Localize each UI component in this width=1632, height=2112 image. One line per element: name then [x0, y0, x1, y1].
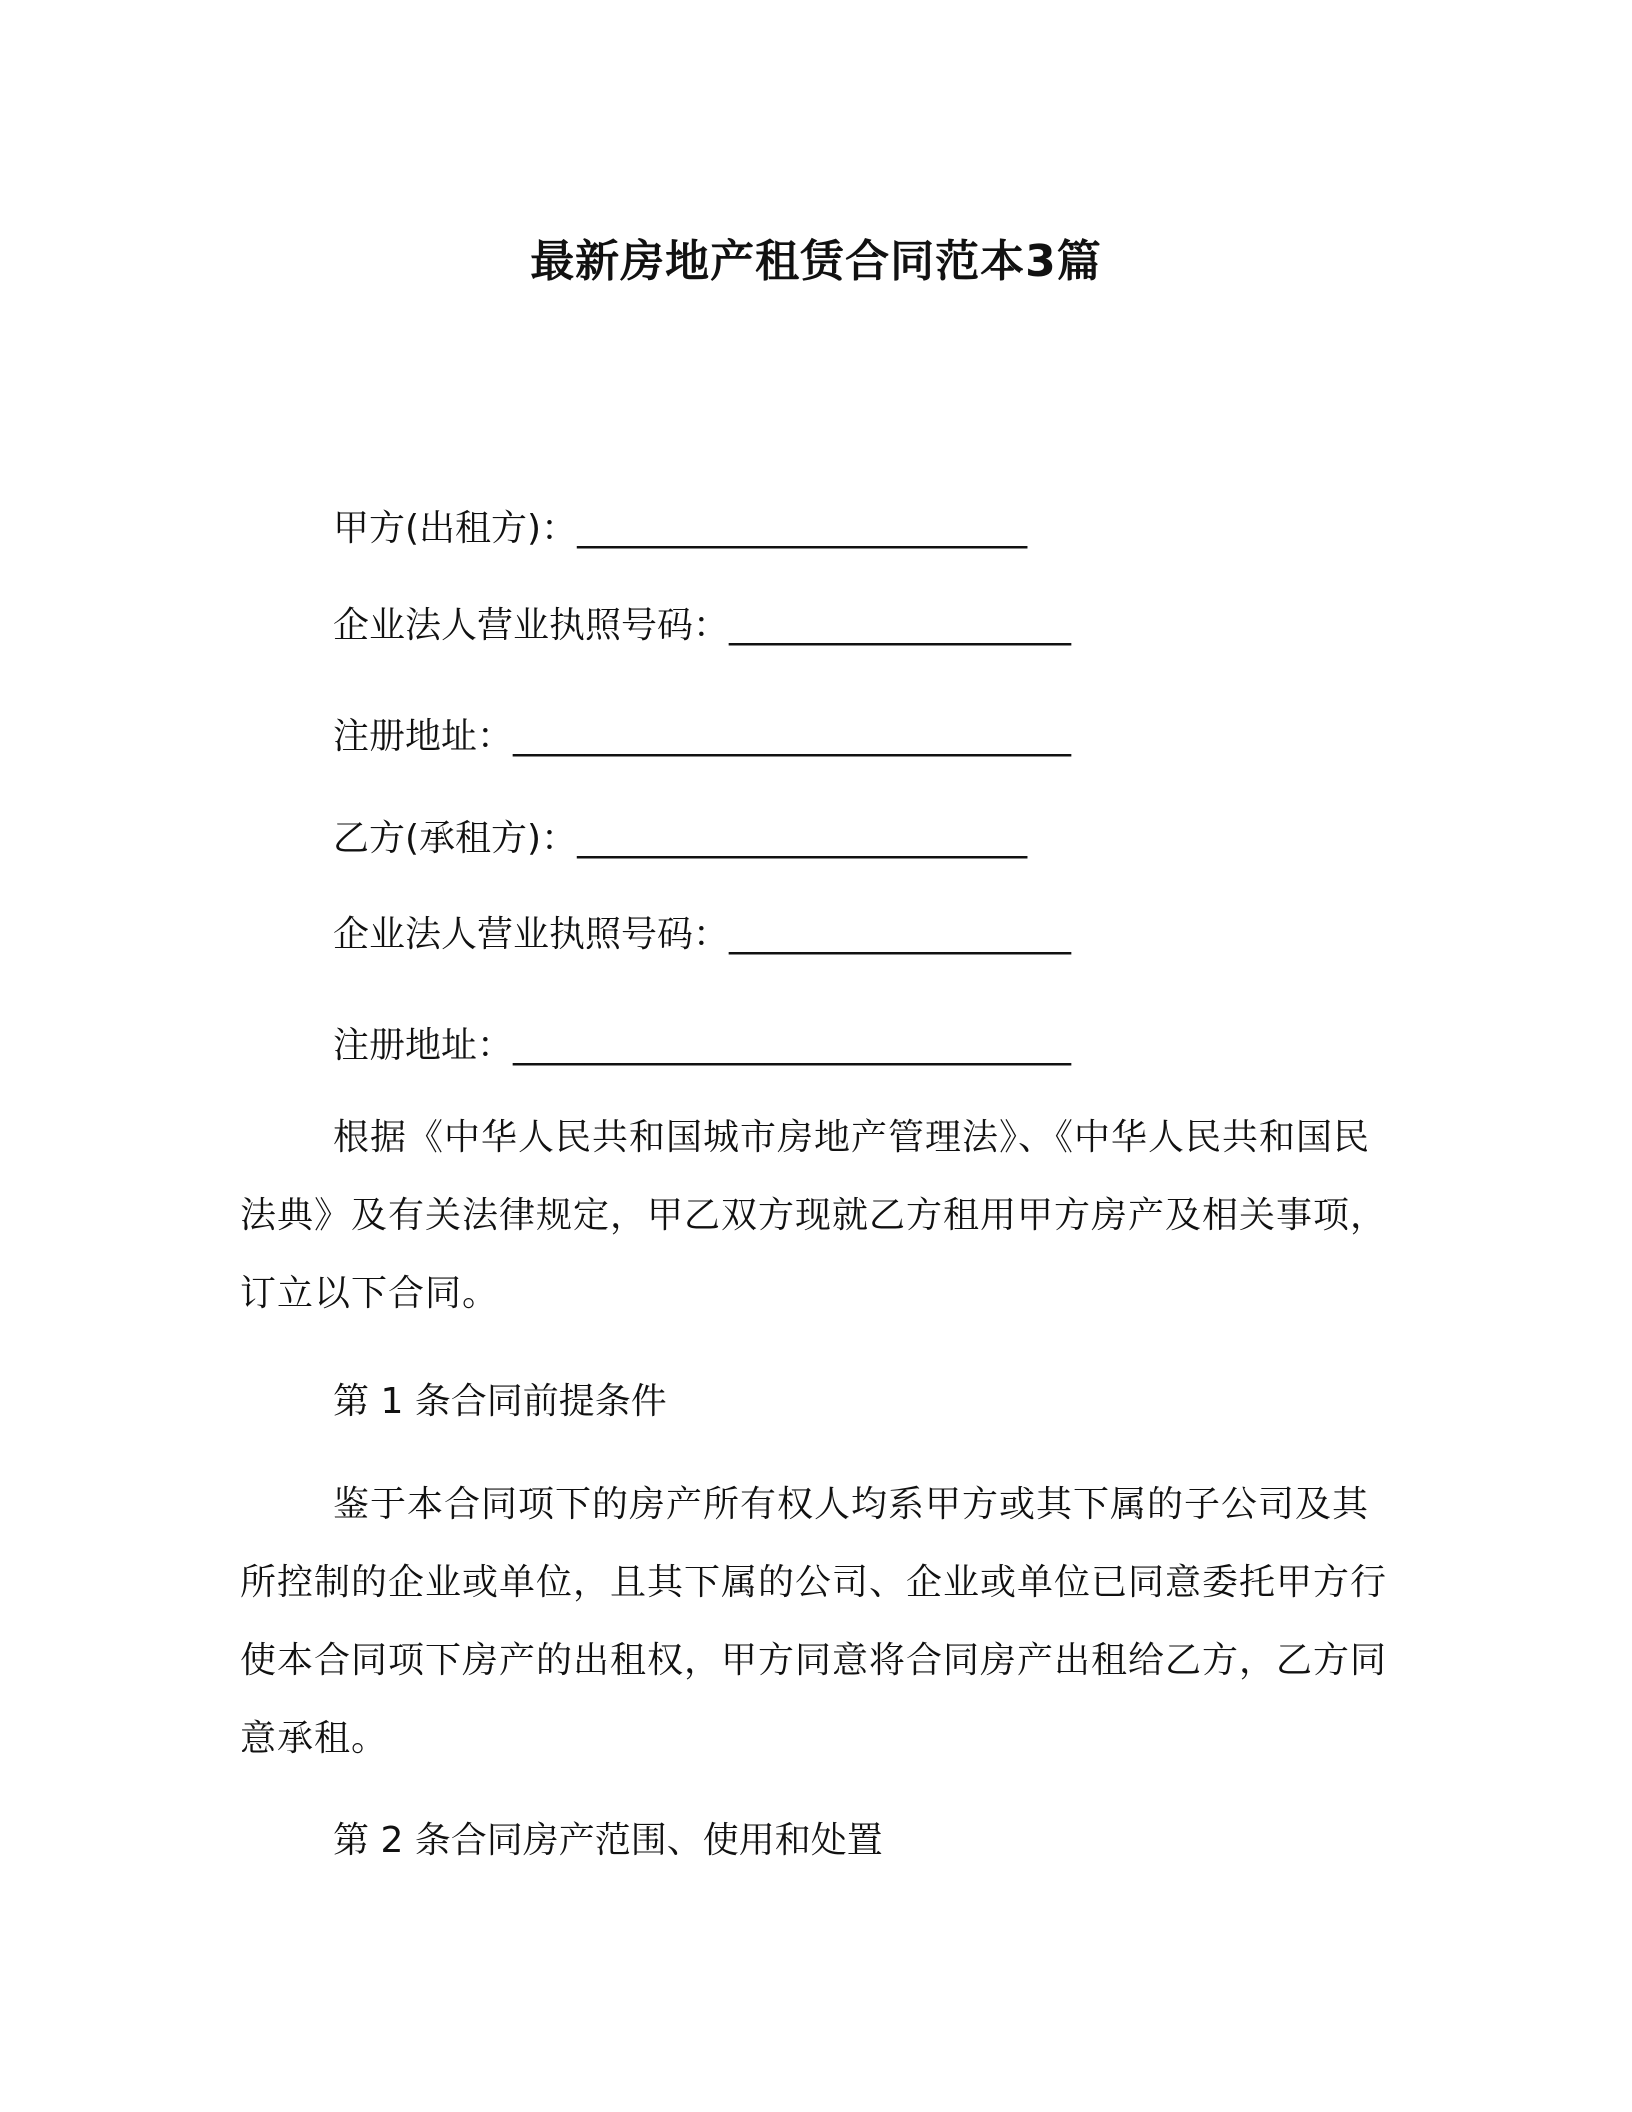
- field-blank: _________________________: [577, 818, 1028, 859]
- field-blank: _______________________________: [513, 716, 1072, 757]
- lessor-license-field: [333, 597, 1071, 648]
- field-label: 企业法人营业执照号码：: [333, 914, 730, 955]
- field-label: 乙方(承租方)：: [333, 818, 578, 859]
- field-label: 企业法人营业执照号码：: [333, 605, 730, 646]
- field-blank: _________________________: [577, 508, 1028, 549]
- field-label: 甲方(出租方)：: [333, 508, 578, 549]
- lessee-field: [333, 810, 1027, 861]
- lessor-field: [333, 500, 1027, 551]
- article-1-body: 鉴于本合同项下的房产所有权人均系甲方或其下属的子公司及其所控制的企业或单位，且其下属的公司、企业或单位已同意委托甲方行使本合同项下房产的出租权，甲方同意将合同房产出租给乙方，乙方同意承租。: [240, 1484, 1388, 1759]
- field-blank: _______________________________: [513, 1025, 1072, 1066]
- article-2-heading: 第 2 条合同房产范围、使用和处置: [333, 1820, 883, 1861]
- field-label: 注册地址：: [333, 1025, 514, 1066]
- field-blank: ___________________: [729, 605, 1072, 646]
- document-title: 最新房地产租赁合同范本3篇: [530, 236, 1102, 287]
- lessor-address-field: [333, 708, 1071, 759]
- field-blank: ___________________: [729, 914, 1072, 955]
- lessee-address-field: [333, 1017, 1071, 1068]
- article-1-heading: 第 1 条合同前提条件: [333, 1381, 667, 1422]
- field-label: 注册地址：: [333, 716, 514, 757]
- lessee-license-field: [333, 906, 1071, 957]
- intro-paragraph: 根据《中华人民共和国城市房地产管理法》、《中华人民共和国民法典》及有关法律规定，甲乙双方现就乙方租用甲方房产及相关事项，订立以下合同。: [240, 1117, 1388, 1314]
